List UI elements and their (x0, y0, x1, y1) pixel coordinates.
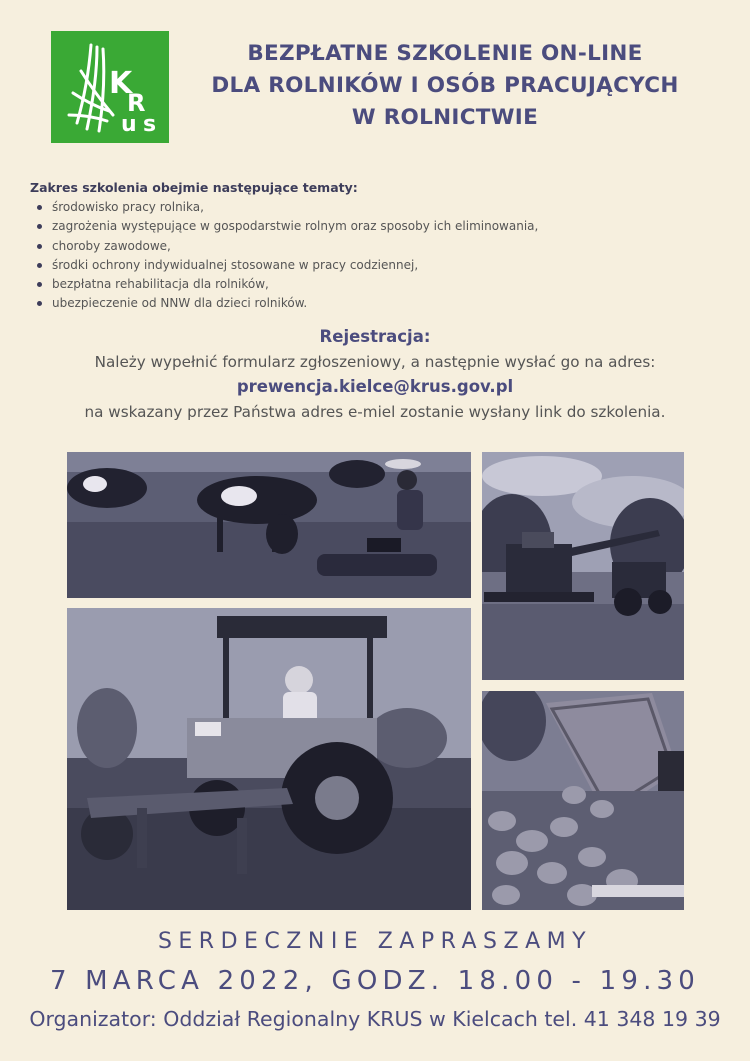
topics-section (30, 180, 730, 314)
registration-note: na wskazany przez Państwa adres e-miel zostanie wysłany link do szkolenia. (84, 403, 666, 421)
registration-heading: Rejestracja: (319, 327, 431, 346)
list-item: bezpłatna rehabilitacja dla rolników, (52, 275, 730, 294)
event-date: 7 MARCA 2022, GODZ. 18.00 - 19.30 (49, 966, 701, 996)
tractor-plowing-photo (67, 608, 471, 910)
potato-basket-photo (482, 691, 684, 910)
cows-and-farmer-with-laptop-photo (67, 452, 471, 598)
title-line-1: BEZPŁATNE SZKOLENIE ON-LINE (247, 41, 643, 66)
list-item: środowisko pracy rolnika, (52, 198, 730, 217)
title-line-3: W ROLNICTWIE (351, 105, 539, 130)
svg-text:R: R (127, 89, 146, 117)
list-item: ubezpieczenie od NNW dla dzieci rolników. (52, 294, 730, 313)
list-item: choroby zawodowe, (52, 237, 730, 256)
topics-list (30, 198, 730, 314)
organizer-info: Organizator: Oddział Regionalny KRUS w Kielcach tel. 41 348 19 39 (29, 1007, 721, 1031)
list-item: środki ochrony indywidualnej stosowane w pracy codziennej, (52, 256, 730, 275)
list-item: zagrożenia występujące w gospodarstwie rolnym oraz sposoby ich eliminowania, (52, 217, 730, 236)
krus-logo (51, 31, 169, 143)
svg-text:K: K (109, 66, 133, 101)
registration-email-link[interactable]: prewencja.kielce@krus.gov.pl (236, 377, 514, 396)
registration-section (0, 325, 750, 425)
topics-heading: Zakres szkolenia obejmie następujące tematy: (30, 180, 358, 195)
page-title (175, 38, 715, 134)
combine-harvester-photo (482, 452, 684, 680)
svg-text:s: s (143, 112, 157, 137)
svg-text:u: u (121, 112, 137, 137)
registration-instructions: Należy wypełnić formularz zgłoszeniowy, a następnie wysłać go na adres: (94, 353, 656, 371)
krus-logo-icon (51, 31, 169, 143)
title-line-2: DLA ROLNIKÓW I OSÓB PRACUJĄCYCH (211, 73, 679, 98)
invitation-text: SERDECZNIE ZAPRASZAMY (157, 929, 593, 954)
